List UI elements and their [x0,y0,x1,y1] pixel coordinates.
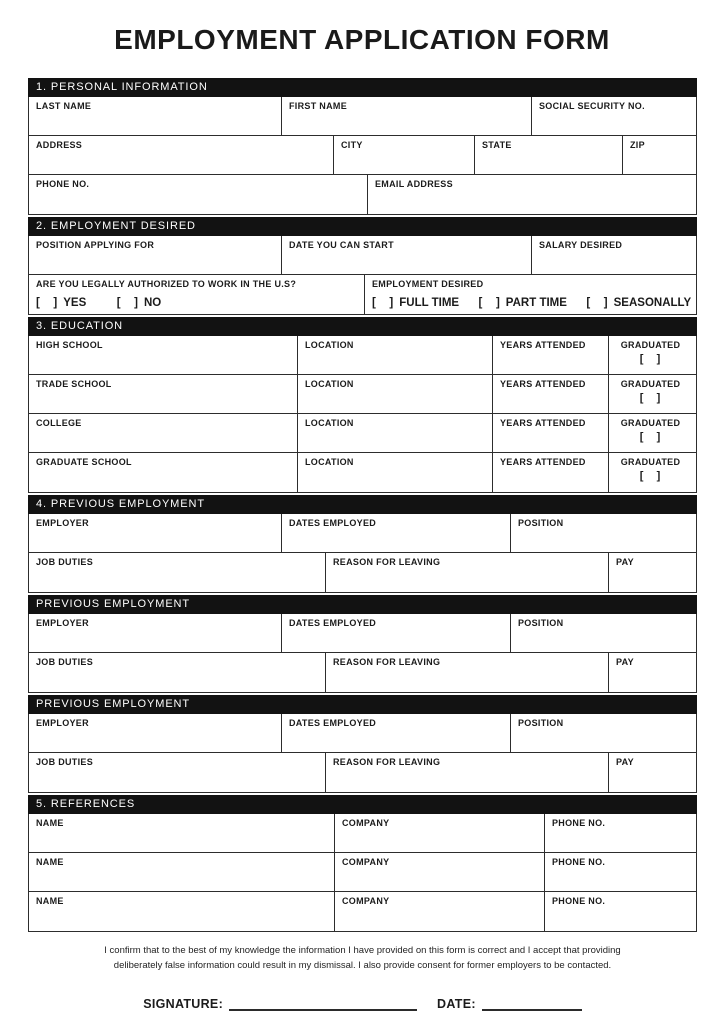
section-header-references: 5. REFERENCES [28,795,697,814]
field-label: PAY [616,657,634,667]
field-label: JOB DUTIES [36,657,94,667]
reference-phone-field[interactable] [545,853,696,891]
work-authorization-options [36,293,360,311]
table-row [29,714,696,753]
checkbox-icon[interactable]: [ ] [36,297,59,309]
table-row [29,236,696,275]
field-label: NAME [36,896,64,906]
field-label: PHONE NO. [552,857,606,867]
option-label: FULL TIME [399,297,460,309]
checkbox-icon[interactable]: [ ] [372,297,395,309]
field-label: YEARS ATTENDED [500,457,586,467]
date-label: DATE: [437,997,476,1012]
table-row [29,275,696,314]
field-label: REASON FOR LEAVING [333,557,441,567]
graduate-school-field[interactable] [29,453,298,492]
table-row [29,97,696,136]
field-label: REASON FOR LEAVING [333,757,441,767]
years-attended-field[interactable] [493,336,609,374]
pay-field[interactable] [609,553,696,592]
checkbox-icon[interactable]: [ ] [586,297,609,309]
signature-label: SIGNATURE: [143,997,224,1012]
option-label: NO [143,297,162,309]
reason-for-leaving-field[interactable] [326,653,609,692]
work-authorization-field [29,275,365,314]
field-label: POSITION [518,618,564,628]
section-header-previous-employment-1: 4. PREVIOUS EMPLOYMENT [28,495,697,514]
previous-employment-table-1 [28,514,697,593]
job-duties-field[interactable] [29,753,326,792]
location-field[interactable] [298,414,493,452]
job-duties-field[interactable] [29,553,326,592]
reason-for-leaving-field[interactable] [326,753,609,792]
graduated-checkbox[interactable] [609,353,692,365]
field-label: LOCATION [305,418,354,428]
position-field[interactable] [511,514,696,552]
field-label: ADDRESS [36,140,83,150]
state-field[interactable] [475,136,623,174]
field-label: PHONE NO. [552,818,606,828]
employment-type-field [365,275,696,314]
table-row [29,614,696,653]
years-attended-field[interactable] [493,453,609,492]
employer-field[interactable] [29,514,282,552]
field-label: CITY [341,140,363,150]
location-field[interactable] [298,336,493,374]
table-row [29,753,696,792]
field-label: YEARS ATTENDED [500,379,586,389]
field-label: GRADUATE SCHOOL [36,457,132,467]
references-table [28,814,697,932]
field-label: DATE YOU CAN START [289,240,394,250]
field-label: GRADUATED [620,379,681,389]
graduated-checkbox[interactable] [609,392,692,404]
city-field[interactable] [334,136,475,174]
table-row [29,375,696,414]
location-field[interactable] [298,453,493,492]
signature-row [28,997,697,1011]
phone-field[interactable] [29,175,368,214]
field-label: POSITION [518,718,564,728]
position-field[interactable] [511,714,696,752]
graduated-checkbox[interactable] [609,431,692,443]
first-name-field[interactable] [282,97,532,135]
social-security-field[interactable] [532,97,696,135]
dates-employed-field[interactable] [282,714,511,752]
checkbox-icon[interactable]: [ ] [116,297,139,309]
field-label: LOCATION [305,457,354,467]
field-label: SALARY DESIRED [539,240,623,250]
field-label: POSITION APPLYING FOR [36,240,155,250]
yes-option[interactable] [36,297,86,309]
section-header-personal-information: 1. PERSONAL INFORMATION [28,78,697,97]
field-label: EMPLOYMENT DESIRED [372,279,484,289]
employment-desired-table [28,236,697,315]
field-label: DATES EMPLOYED [289,718,377,728]
field-label: HIGH SCHOOL [36,340,103,350]
checkbox-icon[interactable]: [ ] [639,392,662,404]
employer-field[interactable] [29,614,282,652]
last-name-field[interactable] [29,97,282,135]
years-attended-field[interactable] [493,375,609,413]
pay-field[interactable] [609,653,696,692]
field-label: YEARS ATTENDED [500,418,586,428]
checkbox-icon[interactable]: [ ] [639,353,662,365]
employer-field[interactable] [29,714,282,752]
graduated-field [609,453,696,492]
field-label: COMPANY [342,818,390,828]
dates-employed-field[interactable] [282,614,511,652]
reference-company-field[interactable] [335,814,545,852]
field-label: NAME [36,857,64,867]
employment-type-options [372,293,692,311]
option-label: PART TIME [505,297,567,309]
field-label: REASON FOR LEAVING [333,657,441,667]
reference-phone-field[interactable] [545,814,696,852]
field-label: PAY [616,757,634,767]
graduated-field [609,336,696,374]
field-label: GRADUATED [620,340,681,350]
field-label: COMPANY [342,896,390,906]
address-field[interactable] [29,136,334,174]
previous-employment-table-3 [28,714,697,793]
field-label: ARE YOU LEGALLY AUTHORIZED TO WORK IN THE U.S? [36,279,297,289]
section-header-previous-employment-3: PREVIOUS EMPLOYMENT [28,695,697,714]
field-label: DATES EMPLOYED [289,618,377,628]
section-header-employment-desired: 2. EMPLOYMENT DESIRED [28,217,697,236]
position-applying-field[interactable] [29,236,282,274]
salary-desired-field[interactable] [532,236,696,274]
field-label: EMPLOYER [36,518,89,528]
table-row [29,853,696,892]
page-title: EMPLOYMENT APPLICATION FORM [114,24,610,55]
field-label: POSITION [518,518,564,528]
trade-school-field[interactable] [29,375,298,413]
field-label: PHONE NO. [552,896,606,906]
graduated-field [609,375,696,413]
zip-field[interactable] [623,136,696,174]
table-row [29,892,696,931]
field-label: JOB DUTIES [36,757,94,767]
field-label: SOCIAL SECURITY NO. [539,101,645,111]
table-row [29,136,696,175]
date-line[interactable] [482,998,582,1011]
field-label: JOB DUTIES [36,557,94,567]
checkbox-icon[interactable]: [ ] [478,297,501,309]
confirmation-line-1: I confirm that to the best of my knowledge the information I have provided on this form is correct and I accept that providing [104,945,621,956]
field-label: EMPLOYER [36,718,89,728]
position-field[interactable] [511,614,696,652]
confirmation-text [28,944,697,973]
reference-company-field[interactable] [335,892,545,931]
field-label: EMPLOYER [36,618,89,628]
education-table [28,336,697,493]
dates-employed-field[interactable] [282,514,511,552]
job-duties-field[interactable] [29,653,326,692]
date-can-start-field[interactable] [282,236,532,274]
table-row [29,553,696,592]
field-label: LAST NAME [36,101,92,111]
checkbox-icon[interactable]: [ ] [639,431,662,443]
seasonally-option[interactable] [586,297,691,309]
field-label: EMAIL ADDRESS [375,179,453,189]
field-label: TRADE SCHOOL [36,379,112,389]
field-label: FIRST NAME [289,101,347,111]
location-field[interactable] [298,375,493,413]
table-row [29,814,696,853]
field-label: GRADUATED [620,418,681,428]
table-row [29,653,696,692]
part-time-option[interactable] [479,297,567,309]
signature-line[interactable] [229,998,417,1011]
section-header-education: 3. EDUCATION [28,317,697,336]
table-row [29,336,696,375]
field-label: COLLEGE [36,418,82,428]
section-header-previous-employment-2: PREVIOUS EMPLOYMENT [28,595,697,614]
field-label: COMPANY [342,857,390,867]
reference-name-field[interactable] [29,814,335,852]
years-attended-field[interactable] [493,414,609,452]
college-field[interactable] [29,414,298,452]
field-label: LOCATION [305,379,354,389]
field-label: LOCATION [305,340,354,350]
field-label: YEARS ATTENDED [500,340,586,350]
reason-for-leaving-field[interactable] [326,553,609,592]
table-row [29,514,696,553]
graduated-checkbox[interactable] [609,470,692,482]
option-label: YES [63,297,87,309]
confirmation-line-2: deliberately false information could result in my dismissal. I also provide consent for former employers to be contacted. [113,959,612,971]
reference-name-field[interactable] [29,892,335,931]
checkbox-icon[interactable]: [ ] [639,470,662,482]
field-label: NAME [36,818,64,828]
reference-company-field[interactable] [335,853,545,891]
table-row [29,175,696,214]
field-label: ZIP [630,140,645,150]
personal-information-table [28,97,697,215]
full-time-option[interactable] [372,297,459,309]
high-school-field[interactable] [29,336,298,374]
reference-name-field[interactable] [29,853,335,891]
field-label: DATES EMPLOYED [289,518,377,528]
previous-employment-table-2 [28,614,697,693]
field-label: GRADUATED [620,457,681,467]
table-row [29,414,696,453]
field-label: STATE [482,140,512,150]
reference-phone-field[interactable] [545,892,696,931]
field-label: PAY [616,557,634,567]
no-option[interactable] [117,297,162,309]
pay-field[interactable] [609,753,696,792]
email-field[interactable] [368,175,696,214]
option-label: SEASONALLY [613,297,692,309]
table-row [29,453,696,492]
field-label: PHONE NO. [36,179,90,189]
application-form [28,78,697,1011]
graduated-field [609,414,696,452]
